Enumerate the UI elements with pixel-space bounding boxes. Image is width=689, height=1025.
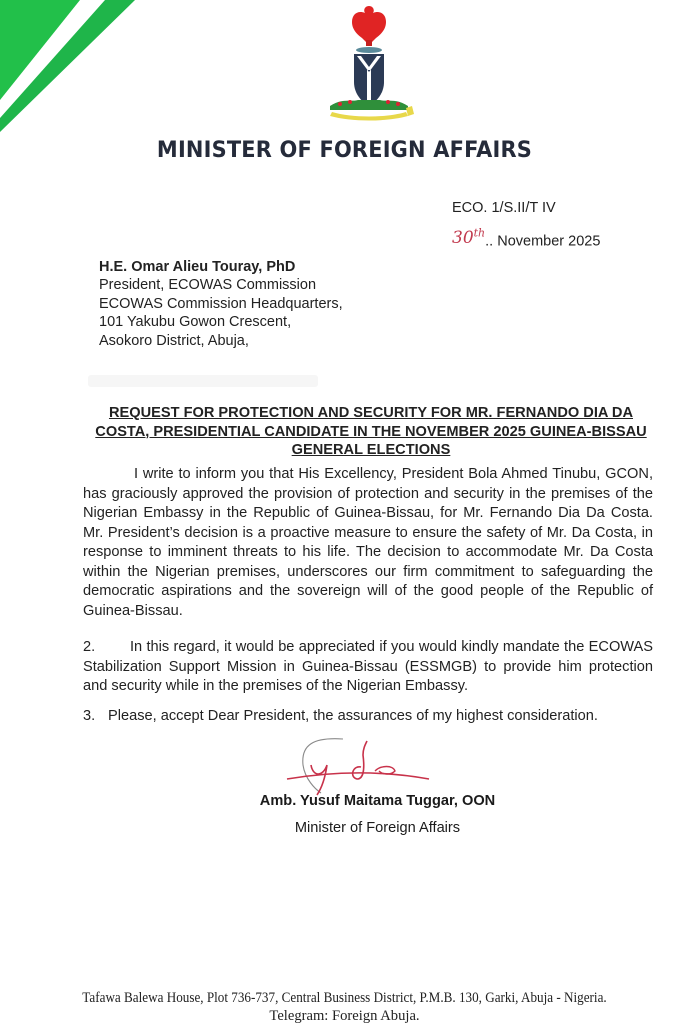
reference-number: ECO. 1/S.II/T IV bbox=[452, 200, 556, 216]
paragraph-number: 3. bbox=[83, 708, 96, 724]
faded-redaction-area bbox=[88, 375, 318, 387]
addressee-line: 101 Yakubu Gowon Crescent, bbox=[99, 314, 292, 331]
addressee-name: H.E. Omar Alieu Touray, PhD bbox=[99, 259, 296, 275]
addressee-block bbox=[99, 258, 343, 350]
signatory-title: Minister of Foreign Affairs bbox=[294, 820, 461, 836]
letter-date: 30th.. November 2025 bbox=[452, 226, 601, 250]
footer-address: Tafawa Balewa House, Plot 736-737, Central Business District, P.M.B. 130, Garki, Abuja - Nigeria. bbox=[82, 990, 607, 1006]
handwritten-signature bbox=[283, 735, 433, 797]
handwritten-date-day: 30th bbox=[452, 226, 486, 248]
footer-telegram: Telegram: Foreign Abuja. bbox=[269, 1008, 420, 1024]
addressee-line: President, ECOWAS Commission bbox=[99, 277, 317, 294]
nigeria-coat-of-arms-icon bbox=[322, 2, 417, 127]
letterhead-green-stripes bbox=[0, 0, 170, 140]
ministry-title: MINISTER OF FOREIGN AFFAIRS bbox=[156, 137, 533, 163]
paragraph-number: 2. bbox=[83, 639, 96, 655]
addressee-line: Asokoro District, Abuja, bbox=[99, 332, 249, 349]
body-paragraph-2: 2. In this regard, it would be appreciated if you would kindly mandate the ECOWAS Stabilization Support Mission in Guinea-Bissau (ESSMGB) to provide him protection and security while in the premises of the Nigerian Embassy. bbox=[83, 639, 653, 694]
date-month-year: November 2025 bbox=[497, 233, 601, 250]
body-paragraph-3: 3. Please, accept Dear President, the assurances of my highest consideration. bbox=[83, 707, 653, 727]
addressee-line: ECOWAS Commission Headquarters, bbox=[99, 295, 343, 312]
letter-subject: REQUEST FOR PROTECTION AND SECURITY FOR MR. FERNANDO DIA DA COSTA, PRESIDENTIAL CANDIDATE IN THE NOVEMBER 2025 GUINEA-BISSAU GENERAL ELECTIONS bbox=[95, 405, 647, 459]
body-paragraph-1: I write to inform you that His Excellency, President Bola Ahmed Tinubu, GCON, has graciously approved the provision of protection and security in the premises of the Nigerian Embassy in the Republic of Guinea-Bissau, for Mr. Fernando Dia Da Costa. Mr. President’s decision is a proactive measure to ensure the safety of Mr. Da Costa, in response to imminent threats to his life. The decision to accommodate Mr. Da Costa within the Nigerian premises, underscores our firm commitment to safeguarding the democratic aspirations and the sovereign will of the good people of the Republic of Guinea-Bissau. bbox=[83, 466, 653, 619]
signatory-name: Amb. Yusuf Maitama Tuggar, OON bbox=[259, 793, 496, 809]
